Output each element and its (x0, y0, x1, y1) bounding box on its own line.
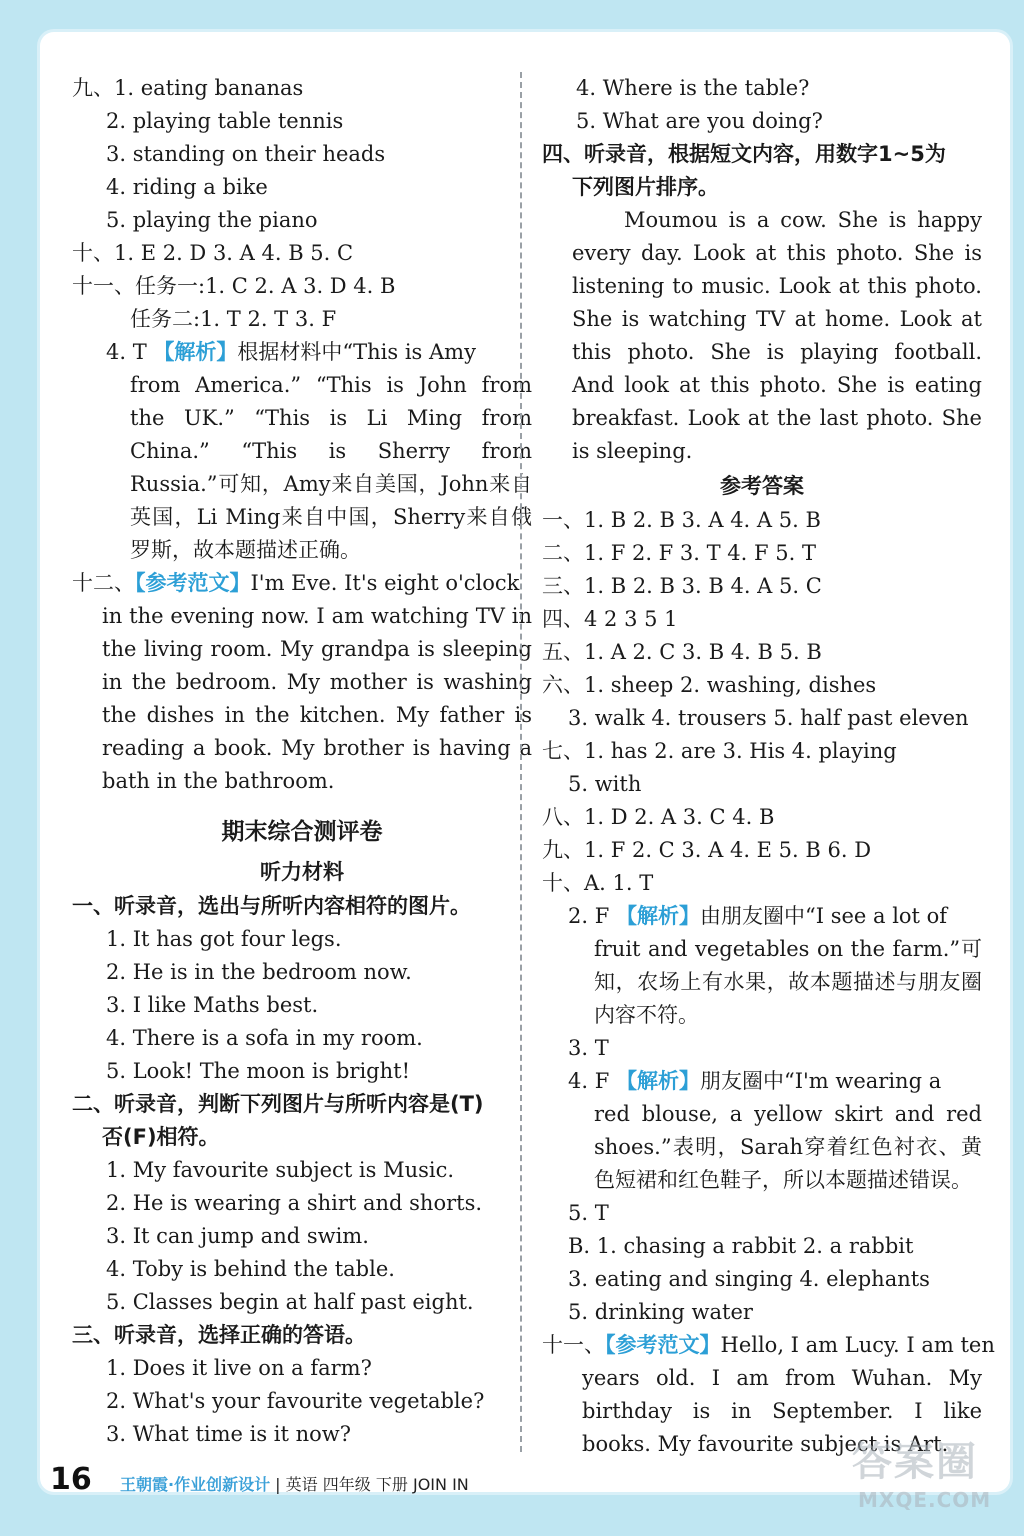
s10-answers: 十、1. E 2. D 3. A 4. B 5. C (72, 241, 354, 265)
q2-head-2: 否(F)相符。 (102, 1125, 220, 1149)
q1-item-4: 4. There is a sofa in my room. (106, 1026, 423, 1050)
answer-10-b3: 5. drinking water (568, 1300, 753, 1324)
left-column (72, 72, 532, 1451)
answer-11-essay: years old. I am from Wuhan. My birthday is in September. I like books. My favourite subject is Art. (582, 1366, 982, 1456)
exam-title: 期末综合测评卷 (221, 819, 383, 845)
s9-item-4: 4. riding a bike (106, 175, 268, 199)
answer-5: 五、1. A 2. C 3. B 4. B 5. B (542, 640, 822, 664)
q3-item-3: 3. What time is it now? (106, 1422, 352, 1446)
s9-item-3: 3. standing on their heads (106, 142, 386, 166)
answer-10-a2: 2. F 【解析】由朋友圈中“I see a lot of (568, 904, 948, 928)
q3-item-4: 4. Where is the table? (576, 76, 810, 100)
q1-head: 一、听录音，选出与所听内容相符的图片。 (72, 894, 471, 918)
answer-1: 一、1. B 2. B 3. A 4. A 5. B (542, 508, 821, 532)
s11-task2: 任务二:1. T 2. T 3. F (130, 307, 337, 331)
q2-item-1: 1. My favourite subject is Music. (106, 1158, 455, 1182)
analysis-tag: 【解析】 (153, 340, 238, 364)
model-essay-tag: 【参考范文】 (605, 1333, 721, 1357)
book-info: 王朝霞·作业创新设计 | 英语 四年级 下册 JOIN IN (120, 1475, 469, 1494)
subject-label: 英语 (285, 1475, 318, 1494)
analysis-tag: 【解析】 (615, 1069, 700, 1093)
volume-label: 下册 (375, 1475, 408, 1494)
q4-head-1: 四、听录音，根据短文内容，用数字1~5为 (542, 142, 946, 166)
page-number: 16 (50, 1462, 92, 1497)
answer-11-head: 十一、【参考范文】Hello, I am Lucy. I am ten (542, 1333, 995, 1357)
grade-label: 四年级 (322, 1475, 371, 1494)
edition-label: JOIN IN (412, 1475, 469, 1494)
q2-head-1: 二、听录音，判断下列图片与所听内容是(T) (72, 1092, 484, 1116)
analysis-tag: 【解析】 (615, 904, 700, 928)
q3-item-2: 2. What's your favourite vegetable? (106, 1389, 485, 1413)
q4-head-2: 下列图片排序。 (572, 175, 719, 199)
s9-item-5: 5. playing the piano (106, 208, 318, 232)
brand-name: 王朝霞·作业创新设计 (120, 1475, 271, 1494)
s9-item-1: 九、1. eating bananas (72, 76, 304, 100)
q2-item-3: 3. It can jump and swim. (106, 1224, 369, 1248)
page-sheet (40, 32, 1010, 1492)
q1-item-5: 5. Look! The moon is bright! (106, 1059, 411, 1083)
answer-10-a5: 5. T (568, 1201, 609, 1225)
answer-10-b1: B. 1. chasing a rabbit 2. a rabbit (568, 1234, 914, 1258)
watermark-logo-text: 答案圈 (852, 1439, 978, 1485)
s9-item-2: 2. playing table tennis (106, 109, 344, 133)
q2-item-2: 2. He is wearing a shirt and shorts. (106, 1191, 483, 1215)
answer-8: 八、1. D 2. A 3. C 4. B (542, 805, 775, 829)
answer-10-a1: 十、A. 1. T (542, 871, 654, 895)
q3-item-1: 1. Does it live on a farm? (106, 1356, 372, 1380)
answer-7-line-1: 七、1. has 2. are 3. His 4. playing (542, 739, 897, 763)
q1-item-1: 1. It has got four legs. (106, 927, 342, 951)
q2-item-5: 5. Classes begin at half past eight. (106, 1290, 474, 1314)
answers-title: 参考答案 (720, 474, 804, 498)
q3-head: 三、听录音，选择正确的答语。 (72, 1323, 366, 1347)
q3-item-5: 5. What are you doing? (576, 109, 823, 133)
watermark-url: MXQE.COM (858, 1488, 992, 1512)
s11-task1: 十一、任务一:1. C 2. A 3. D 4. B (72, 274, 396, 298)
answer-6-line-2: 3. walk 4. trousers 5. half past eleven (568, 706, 969, 730)
s11-explanation: from America.” “This is John from the UK.” “This is Li Ming from China.” “This is Sherry from Russia.”可知，Amy来自美国，John来自英国，Li Ming来自中国，Sherry来自俄罗斯，故本题描述正确。 (130, 373, 532, 562)
answer-6-line-1: 六、1. sheep 2. washing, dishes (542, 673, 877, 697)
q1-item-3: 3. I like Maths best. (106, 993, 319, 1017)
q4-passage: Moumou is a cow. She is happy every day. Look at this photo. She is listening to music. Look at this photo. She is watching TV at home. Look at this photo. She is playing football. And look at this photo. She is eating breakfast. Look at the last photo. She is sleeping. (572, 208, 982, 463)
answer-3: 三、1. B 2. B 3. B 4. A 5. C (542, 574, 822, 598)
q1-item-2: 2. He is in the bedroom now. (106, 960, 412, 984)
answer-10-a3: 3. T (568, 1036, 609, 1060)
answer-4: 四、4 2 3 5 1 (542, 607, 678, 631)
answer-7-line-2: 5. with (568, 772, 642, 796)
listening-materials-title: 听力材料 (260, 860, 344, 884)
q2-item-4: 4. Toby is behind the table. (106, 1257, 395, 1281)
answer-2: 二、1. F 2. F 3. T 4. F 5. T (542, 541, 816, 565)
answer-9: 九、1. F 2. C 3. A 4. E 5. B 6. D (542, 838, 872, 862)
right-column (542, 72, 995, 1461)
watermark (852, 1430, 1002, 1522)
s11-item4: 4. T 【解析】根据材料中“This is Amy (106, 340, 476, 364)
answer-10-b2: 3. eating and singing 4. elephants (568, 1267, 930, 1291)
column-divider (520, 72, 522, 1452)
answer-10-a2-explanation: fruit and vegetables on the farm.”可知，农场上有水果，故本题描述与朋友圈内容不符。 (594, 937, 982, 1027)
s12-essay: in the evening now. I am watching TV in the living room. My grandpa is sleeping in the bedroom. My mother is washing the dishes in the kitchen. My father is reading a book. My brother is having a bath in the bathroom. (102, 604, 532, 793)
answer-10-a4: 4. F 【解析】朋友圈中“I'm wearing a (568, 1069, 942, 1093)
answer-10-a4-explanation: red blouse, a yellow skirt and red shoes.”表明，Sarah穿着红色衬衣、黄色短裙和红色鞋子，所以本题描述错误。 (594, 1102, 982, 1192)
model-essay-tag: 【参考范文】 (135, 571, 251, 595)
s12-head: 十二、【参考范文】I'm Eve. It's eight o'clock (72, 571, 520, 595)
